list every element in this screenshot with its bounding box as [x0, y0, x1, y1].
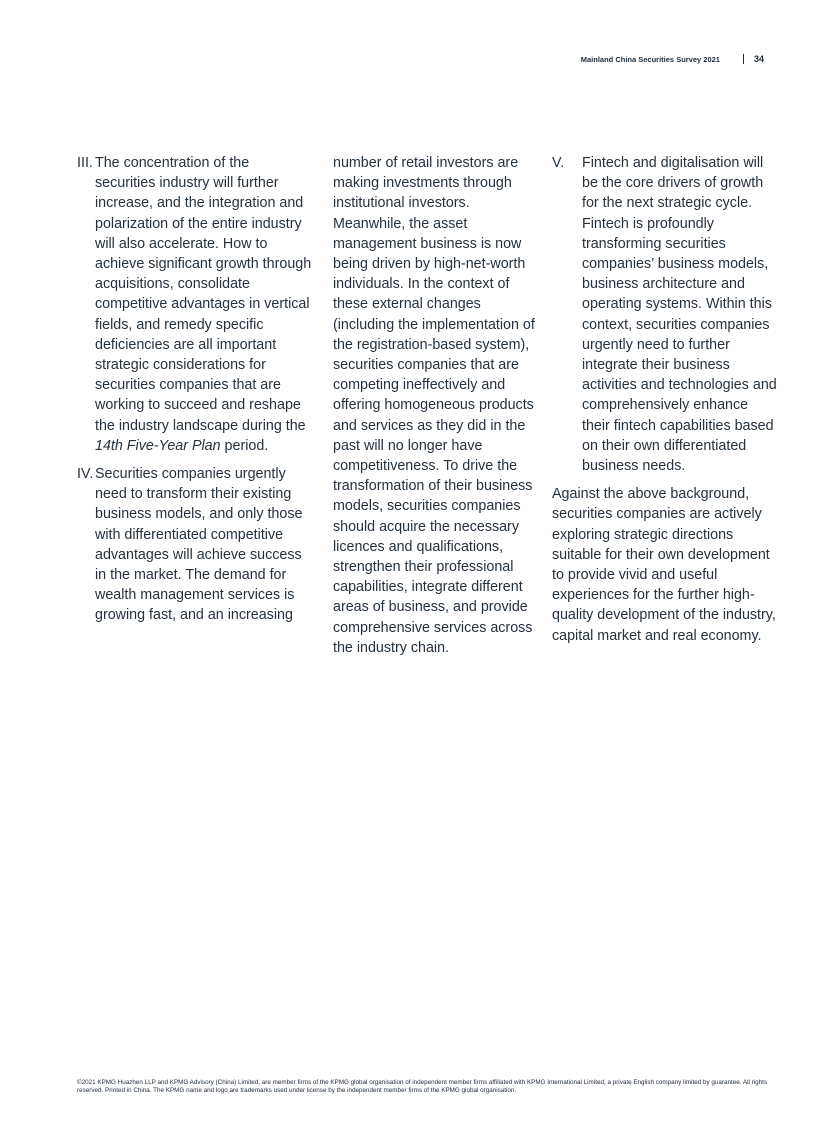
- list-item-iv: [77, 464, 313, 626]
- page-number: 34: [753, 54, 764, 64]
- column-middle: [333, 153, 537, 658]
- page-header: [581, 54, 764, 64]
- item-text: Securities companies urgently need to transform their existing business models, and only those with differentiated competitive advantages will achieve success in the market. The demand for wealth management services is growing fast, and an increasing: [95, 466, 303, 624]
- header-divider: [743, 54, 744, 64]
- closing-paragraph: Against the above background, securities companies are actively exploring strategic directions suitable for their own development to provide vivid and useful experiences for the further high-quality development of the industry, capital market and real economy.: [552, 486, 776, 644]
- plan-title-italic: 14th Five-Year Plan: [95, 437, 221, 454]
- list-item-v: [552, 153, 778, 476]
- item-text: The concentration of the securities industry will further increase, and the integration and polarization of the entire industry will also accelerate. How to achieve significant growth through acquisitions, consolidate competitive advantages in vertical fields, and remedy specific deficiencies are all important strategic considerations for securities companies that are working to succeed and reshape the industry landscape during the 14th Five-Year Plan period.: [95, 155, 312, 454]
- continued-text: number of retail investors are making investments through institutional investors. Meanwhile, the asset management business is now being driven by high-net-worth individuals. In the context of these external changes (including the implementation of the registration-based system), securities companies that are competing ineffectively and offering homogeneous products and services as they did in the past will no longer have competitiveness. To drive the transformation of their business models, securities companies should acquire the necessary licences and qualifications, strengthen their professional capabilities, integrate different areas of business, and provide comprehensive services across the industry chain.: [333, 155, 535, 656]
- item-number: III.: [77, 155, 93, 171]
- copyright-footer: ©2021 KPMG Huazhen LLP and KPMG Advisory (China) Limited, are member firms of the KPMG global organisation of independent member firms affiliated with KPMG International Limited, a private English company limited by guarantee. All rights reserved. Printed in China. The KPMG name and logo are trademarks used under license by the independent member firms of the KPMG global organisation.: [77, 1079, 768, 1094]
- column-right: [552, 153, 778, 646]
- item-text: Fintech and digitalisation will be the core drivers of growth for the next strategic cycle. Fintech is profoundly transforming securities companies’ business models, business architecture and operating systems. Within this context, securities companies urgently need to further integrate their business activities and technologies and comprehensively enhance their fintech capabilities based on their own differentiated business needs.: [582, 155, 777, 475]
- list-item-iii: [77, 153, 313, 456]
- header-title: Mainland China Securities Survey 2021: [580, 54, 720, 64]
- item-number: V.: [552, 155, 565, 171]
- column-left: [77, 153, 313, 626]
- item-number: IV.: [77, 466, 94, 483]
